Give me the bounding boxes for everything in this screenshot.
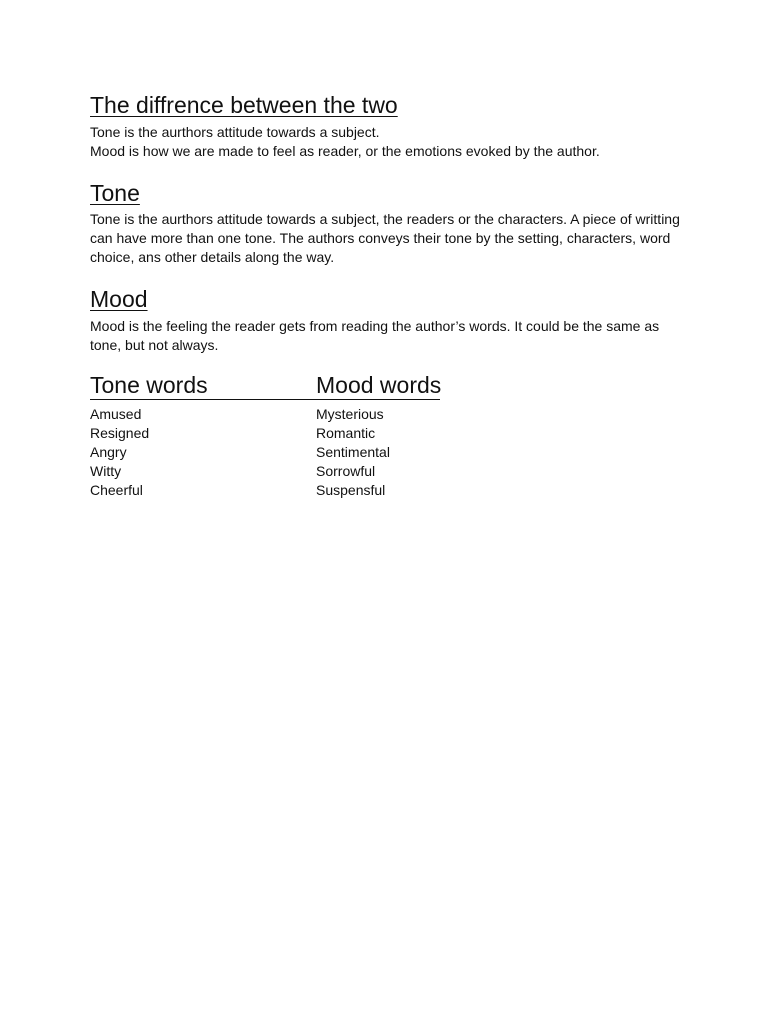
difference-text (90, 123, 690, 161)
tone-heading: Tone (90, 180, 140, 206)
tone-words-list (90, 405, 316, 500)
tone-words-column (90, 372, 316, 500)
tone-line: Tone is the aurthors attitude towards a subject, the readers or the characters. A piece of writting (90, 211, 680, 227)
tone-line: can have more than one tone. The authors conveys their tone by the setting, characters, word (90, 230, 671, 246)
list-item: Angry (90, 444, 127, 460)
list-item: Witty (90, 463, 122, 479)
tone-text (90, 210, 690, 267)
mood-words-list (316, 405, 440, 500)
list-item: Resigned (90, 425, 150, 441)
difference-line: Tone is the aurthors attitude towards a subject. (90, 124, 380, 140)
mood-text (90, 317, 690, 355)
mood-words-heading: Mood words (316, 372, 442, 398)
list-item: Mysterious (316, 406, 384, 422)
tone-line: choice, ans other details along the way. (90, 249, 335, 265)
difference-line: Mood is how we are made to feel as reader, or the emotions evoked by the author. (90, 143, 600, 159)
mood-line: Mood is the feeling the reader gets from reading the author’s words. It could be the same as (90, 318, 660, 334)
list-item: Sorrowful (316, 463, 376, 479)
list-item: Amused (90, 406, 142, 422)
list-item: Romantic (316, 425, 376, 441)
mood-words-column (316, 372, 440, 500)
mood-heading: Mood (90, 286, 148, 312)
mood-line: tone, but not always. (90, 337, 219, 353)
tone-words-heading: Tone words (90, 372, 316, 400)
list-item: Cheerful (90, 482, 143, 498)
list-item: Sentimental (316, 444, 390, 460)
difference-heading: The diffrence between the two (90, 92, 398, 118)
list-item: Suspensful (316, 482, 386, 498)
